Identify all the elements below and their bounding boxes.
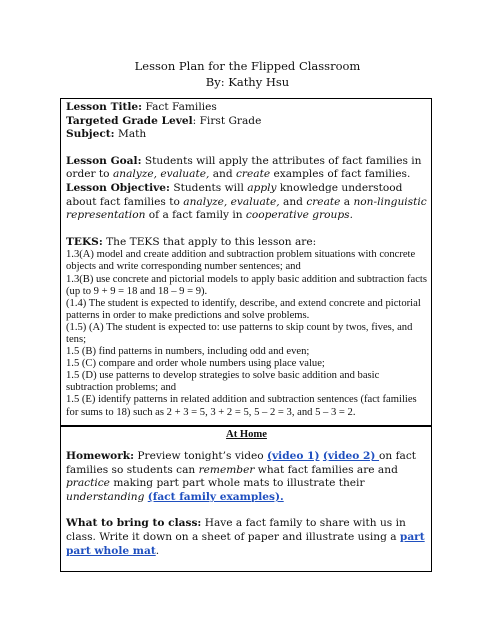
lesson-objective-label: Lesson Objective: bbox=[66, 181, 170, 194]
lesson-objective-apply: apply bbox=[247, 181, 277, 194]
lesson-objective-text-4: of a fact family in bbox=[145, 209, 246, 222]
bring-text: Have a fact family to share with us in class. Write it down on a sheet of paper and illustrate using a bbox=[66, 517, 406, 544]
video-1-link[interactable]: (video 1) bbox=[267, 450, 320, 463]
at-home-box bbox=[60, 426, 432, 572]
document-title: Lesson Plan for the Flipped Classroom bbox=[134, 59, 361, 73]
grade-level-line bbox=[66, 115, 427, 129]
homework-text-3: what fact families are and bbox=[254, 463, 398, 476]
grade-level-value: : First Grade bbox=[192, 114, 262, 127]
lesson-objective-text-3: a bbox=[340, 195, 354, 208]
at-home-heading: At Home bbox=[226, 429, 267, 440]
teks-item: 1.5 (C) compare and order whole numbers using place value; bbox=[66, 358, 325, 370]
lesson-title-label: Lesson Title: bbox=[66, 101, 143, 113]
teks-list bbox=[66, 249, 427, 418]
teks-item: 1.5 (D) use patterns to develop strategies to solve basic addition and basic subtraction problems; and bbox=[66, 370, 380, 394]
homework-text-4: making part part whole mats to illustrate their bbox=[109, 477, 365, 490]
lesson-goal-label: Lesson Goal: bbox=[66, 154, 142, 167]
lesson-goal-and: and bbox=[209, 168, 236, 181]
teks-item: 1.5 (B) find patterns in numbers, including odd and even; bbox=[66, 346, 310, 358]
lesson-goal bbox=[66, 155, 427, 182]
teks-item: (1.4) The student is expected to identify, describe, and extend concrete and pictorial patterns in order to make predictions and solve problems. bbox=[66, 297, 421, 321]
lesson-goal-create: create bbox=[236, 168, 271, 181]
homework-paragraph bbox=[66, 450, 427, 504]
lesson-goal-analyze: analyze, evaluate, bbox=[112, 168, 210, 181]
lesson-title-value: Fact Families bbox=[145, 101, 217, 113]
lesson-objective-analyze: analyze, evaluate, bbox=[183, 195, 280, 208]
homework-text-2: on fact families so students can bbox=[66, 450, 417, 476]
lesson-objective-nonling: non-linguistic representation bbox=[66, 195, 427, 222]
subject-label: Subject: bbox=[66, 128, 115, 141]
homework-label: Homework: bbox=[66, 450, 135, 463]
teks-item: 1.3(A) model and create addition and subtraction problem situations with concrete objects and write corresponding number sentences; and bbox=[66, 249, 416, 273]
homework-text: Preview tonight’s video bbox=[137, 450, 268, 463]
lesson-objective-text: Students will bbox=[173, 181, 248, 194]
lesson-objective-coop: cooperative groups. bbox=[245, 209, 353, 222]
lesson-goal-text: Students will apply the attributes of fact families in order to bbox=[66, 154, 422, 181]
grade-level-label: Targeted Grade Level bbox=[66, 114, 193, 127]
part-part-whole-mat-link[interactable]: part part whole mat bbox=[66, 531, 425, 557]
bring-label: What to bring to class: bbox=[66, 517, 202, 530]
homework-practice: practice bbox=[66, 477, 110, 490]
lesson-goal-text-end: examples of fact families. bbox=[270, 168, 411, 181]
bring-to-class-paragraph bbox=[66, 517, 427, 558]
teks-item: 1.5 (E) identify patterns in related addition and subtraction sentences (fact families for sums to 18) such as 2 + 3 = 5, 3 + 2 = 5, 5 – 2 = 3, and 5 – 3 = 2. bbox=[66, 394, 417, 418]
teks-item: 1.3(B) use concrete and pictorial models to apply basic addition and subtraction facts (up to 9 + 9 = 18 and 18 – 9 = 9). bbox=[66, 273, 427, 297]
document-author: By: Kathy Hsu bbox=[205, 75, 290, 89]
subject-value: Math bbox=[117, 128, 147, 141]
lesson-objective-and: and bbox=[279, 195, 307, 208]
subject-line bbox=[66, 128, 427, 142]
lesson-info-box bbox=[60, 98, 432, 426]
teks-item: (1.5) (A) The student is expected to: use patterns to skip count by twos, fives, and tens; bbox=[66, 321, 413, 345]
teks-label: TEKS: bbox=[66, 235, 103, 248]
lesson-objective bbox=[66, 182, 427, 223]
video-2-link[interactable]: (video 2) bbox=[322, 450, 380, 463]
homework-remember: remember bbox=[198, 463, 255, 476]
bring-end: . bbox=[155, 544, 160, 557]
teks-intro: The TEKS that apply to this lesson are: bbox=[106, 235, 317, 248]
lesson-objective-create: create bbox=[306, 195, 341, 208]
lesson-objective-text-2: knowledge understood about fact families to bbox=[66, 181, 403, 208]
teks-heading bbox=[66, 236, 427, 250]
fact-family-examples-link[interactable]: (fact family examples). bbox=[147, 490, 284, 503]
homework-understanding: understanding bbox=[66, 490, 145, 503]
lesson-title-line bbox=[66, 101, 427, 115]
